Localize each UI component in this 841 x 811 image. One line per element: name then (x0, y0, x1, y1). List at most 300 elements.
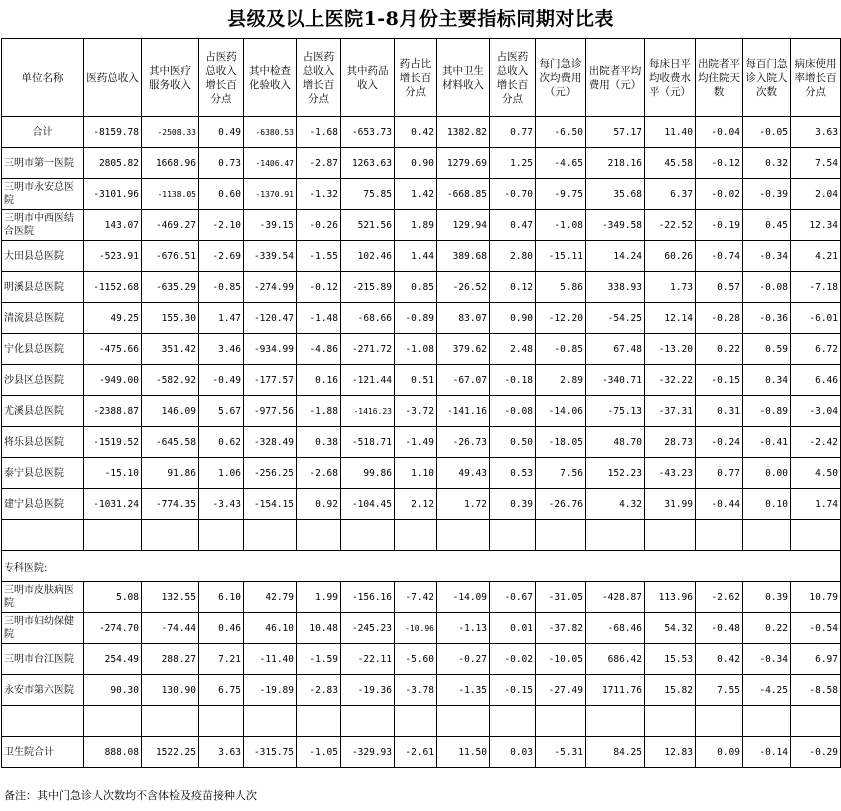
value-cell: -120.47 (244, 303, 297, 334)
value-cell: 7.54 (791, 148, 841, 179)
table-row (2, 489, 841, 520)
value-cell: -26.73 (437, 427, 490, 458)
value-cell: -6380.53 (244, 117, 297, 148)
value-cell: 0.57 (696, 272, 743, 303)
value-cell: -2508.33 (142, 117, 199, 148)
value-cell: 84.25 (586, 737, 645, 768)
empty-cell (437, 706, 490, 737)
value-cell: 0.39 (743, 582, 791, 613)
value-cell: 132.55 (142, 582, 199, 613)
empty-cell (395, 706, 437, 737)
empty-cell (297, 706, 341, 737)
value-cell: -0.15 (490, 675, 536, 706)
empty-cell (341, 520, 395, 551)
value-cell: -0.04 (696, 117, 743, 148)
column-header: 每床日平均收费水平（元） (645, 39, 696, 117)
value-cell: -10.96 (395, 613, 437, 644)
table-body (2, 39, 841, 768)
value-cell: 129.94 (437, 210, 490, 241)
value-cell: 67.48 (586, 334, 645, 365)
unit-name-cell: 明溪县总医院 (2, 272, 84, 303)
value-cell: 0.90 (490, 303, 536, 334)
unit-name-cell: 沙县区总医院 (2, 365, 84, 396)
value-cell: 2.89 (536, 365, 586, 396)
value-cell: 155.30 (142, 303, 199, 334)
value-cell: -256.25 (244, 458, 297, 489)
value-cell: -1519.52 (84, 427, 142, 458)
value-cell: 6.10 (199, 582, 244, 613)
value-cell: -54.25 (586, 303, 645, 334)
value-cell: -668.85 (437, 179, 490, 210)
value-cell: -0.41 (743, 427, 791, 458)
value-cell: -0.02 (696, 179, 743, 210)
column-header: 其中药品收入 (341, 39, 395, 117)
value-cell: -349.58 (586, 210, 645, 241)
value-cell: -271.72 (341, 334, 395, 365)
unit-name-cell: 三明市中西医结合医院 (2, 210, 84, 241)
empty-cell (2, 520, 84, 551)
value-cell: 0.85 (395, 272, 437, 303)
value-cell: -12.20 (536, 303, 586, 334)
value-cell: 288.27 (142, 644, 199, 675)
value-cell: 0.47 (490, 210, 536, 241)
value-cell: 5.67 (199, 396, 244, 427)
value-cell: -0.85 (199, 272, 244, 303)
value-cell: 0.03 (490, 737, 536, 768)
value-cell: -0.70 (490, 179, 536, 210)
value-cell: 0.46 (199, 613, 244, 644)
empty-cell (536, 520, 586, 551)
value-cell: 14.24 (586, 241, 645, 272)
value-cell: -75.13 (586, 396, 645, 427)
value-cell: 6.37 (645, 179, 696, 210)
value-cell: -245.23 (341, 613, 395, 644)
value-cell: -37.31 (645, 396, 696, 427)
value-cell: 0.92 (297, 489, 341, 520)
section-label: 专科医院: (2, 551, 841, 582)
value-cell: 1.89 (395, 210, 437, 241)
table-row (2, 396, 841, 427)
value-cell: -14.06 (536, 396, 586, 427)
empty-cell (743, 520, 791, 551)
empty-cell (696, 706, 743, 737)
value-cell: 1.73 (645, 272, 696, 303)
value-cell: -1.48 (297, 303, 341, 334)
value-cell: -1.13 (437, 613, 490, 644)
value-cell: 5.86 (536, 272, 586, 303)
unit-name-cell: 尤溪县总医院 (2, 396, 84, 427)
value-cell: -0.12 (297, 272, 341, 303)
unit-name-cell: 泰宁县总医院 (2, 458, 84, 489)
section-row (2, 551, 841, 582)
value-cell: 3.63 (199, 737, 244, 768)
value-cell: 10.48 (297, 613, 341, 644)
empty-cell (743, 706, 791, 737)
table-row (2, 334, 841, 365)
value-cell: 15.53 (645, 644, 696, 675)
value-cell: -74.44 (142, 613, 199, 644)
unit-name-cell: 永安市第六医院 (2, 675, 84, 706)
value-cell: 10.79 (791, 582, 841, 613)
empty-cell (2, 706, 84, 737)
page-title: 县级及以上医院1-8月份主要指标同期对比表 (227, 8, 614, 30)
value-cell: 90.30 (84, 675, 142, 706)
value-cell: 338.93 (586, 272, 645, 303)
value-cell: -43.23 (645, 458, 696, 489)
value-cell: -6.01 (791, 303, 841, 334)
value-cell: -0.29 (791, 737, 841, 768)
value-cell: 12.14 (645, 303, 696, 334)
value-cell: -156.16 (341, 582, 395, 613)
value-cell: 218.16 (586, 148, 645, 179)
value-cell: 4.32 (586, 489, 645, 520)
value-cell: 686.42 (586, 644, 645, 675)
value-cell: -977.56 (244, 396, 297, 427)
value-cell: -339.54 (244, 241, 297, 272)
value-cell: 60.26 (645, 241, 696, 272)
value-cell: -274.70 (84, 613, 142, 644)
value-cell: -104.45 (341, 489, 395, 520)
value-cell: -2.68 (297, 458, 341, 489)
value-cell: -2388.87 (84, 396, 142, 427)
value-cell: 91.86 (142, 458, 199, 489)
value-cell: 143.07 (84, 210, 142, 241)
column-header: 每百门急诊入院人次数 (743, 39, 791, 117)
unit-name-cell: 大田县总医院 (2, 241, 84, 272)
value-cell: 99.86 (341, 458, 395, 489)
unit-name-cell: 三明市第一医院 (2, 148, 84, 179)
value-cell: -121.44 (341, 365, 395, 396)
value-cell: 1.10 (395, 458, 437, 489)
column-header: 占医药总收入增长百分点 (199, 39, 244, 117)
value-cell: -0.08 (743, 272, 791, 303)
value-cell: -1.08 (395, 334, 437, 365)
header-row (2, 39, 841, 117)
value-cell: 113.96 (645, 582, 696, 613)
value-cell: -1152.68 (84, 272, 142, 303)
value-cell: -32.22 (645, 365, 696, 396)
value-cell: 0.09 (696, 737, 743, 768)
table-row (2, 210, 841, 241)
value-cell: -0.89 (395, 303, 437, 334)
table-row (2, 179, 841, 210)
value-cell: -8159.78 (84, 117, 142, 148)
value-cell: 49.25 (84, 303, 142, 334)
value-cell: 2805.82 (84, 148, 142, 179)
value-cell: 6.72 (791, 334, 841, 365)
value-cell: 12.34 (791, 210, 841, 241)
value-cell: -653.73 (341, 117, 395, 148)
value-cell: 3.63 (791, 117, 841, 148)
value-cell: -68.46 (586, 613, 645, 644)
empty-cell (84, 520, 142, 551)
value-cell: -8.58 (791, 675, 841, 706)
value-cell: -2.10 (199, 210, 244, 241)
value-cell: -177.57 (244, 365, 297, 396)
value-cell: 45.58 (645, 148, 696, 179)
column-header: 每门急诊次均费用（元） (536, 39, 586, 117)
value-cell: -2.69 (199, 241, 244, 272)
value-cell: 0.22 (696, 334, 743, 365)
value-cell: -0.15 (696, 365, 743, 396)
value-cell: 0.51 (395, 365, 437, 396)
empty-cell (199, 520, 244, 551)
value-cell: 1.25 (490, 148, 536, 179)
unit-name-cell: 合计 (2, 117, 84, 148)
value-cell: 11.40 (645, 117, 696, 148)
unit-name-cell: 清流县总医院 (2, 303, 84, 334)
value-cell: 0.10 (743, 489, 791, 520)
value-cell: -0.26 (297, 210, 341, 241)
value-cell: -5.31 (536, 737, 586, 768)
value-cell: -328.49 (244, 427, 297, 458)
value-cell: 351.42 (142, 334, 199, 365)
value-cell: -6.50 (536, 117, 586, 148)
value-cell: 146.09 (142, 396, 199, 427)
value-cell: 48.70 (586, 427, 645, 458)
value-cell: 2.48 (490, 334, 536, 365)
value-cell: -0.14 (743, 737, 791, 768)
value-cell: -3.43 (199, 489, 244, 520)
value-cell: -0.19 (696, 210, 743, 241)
value-cell: -774.35 (142, 489, 199, 520)
value-cell: 1.06 (199, 458, 244, 489)
value-cell: -141.16 (437, 396, 490, 427)
value-cell: 0.73 (199, 148, 244, 179)
value-cell: -154.15 (244, 489, 297, 520)
unit-name-cell: 三明市妇幼保健院 (2, 613, 84, 644)
value-cell: -329.93 (341, 737, 395, 768)
empty-cell (791, 520, 841, 551)
empty-cell (586, 520, 645, 551)
value-cell: 15.82 (645, 675, 696, 706)
value-cell: 11.50 (437, 737, 490, 768)
column-header: 其中卫生材料收入 (437, 39, 490, 117)
value-cell: -0.54 (791, 613, 841, 644)
value-cell: -15.10 (84, 458, 142, 489)
empty-cell (437, 520, 490, 551)
value-cell: -19.36 (341, 675, 395, 706)
value-cell: 31.99 (645, 489, 696, 520)
value-cell: 1279.69 (437, 148, 490, 179)
value-cell: -523.91 (84, 241, 142, 272)
value-cell: -0.39 (743, 179, 791, 210)
value-cell: -7.42 (395, 582, 437, 613)
value-cell: 4.50 (791, 458, 841, 489)
value-cell: -0.67 (490, 582, 536, 613)
value-cell: 0.62 (199, 427, 244, 458)
value-cell: 379.62 (437, 334, 490, 365)
value-cell: 0.50 (490, 427, 536, 458)
value-cell: -0.34 (743, 241, 791, 272)
value-cell: 1.74 (791, 489, 841, 520)
value-cell: -22.11 (341, 644, 395, 675)
value-cell: -1416.23 (341, 396, 395, 427)
empty-cell (696, 520, 743, 551)
value-cell: 0.77 (490, 117, 536, 148)
value-cell: -0.02 (490, 644, 536, 675)
table-row (2, 675, 841, 706)
value-cell: -0.12 (696, 148, 743, 179)
value-cell: -2.62 (696, 582, 743, 613)
value-cell: -31.05 (536, 582, 586, 613)
value-cell: -27.49 (536, 675, 586, 706)
footnote: 备注：其中门急诊人次数均不含体检及疫苗接种人次 (4, 789, 257, 802)
empty-cell (244, 706, 297, 737)
empty-cell (490, 520, 536, 551)
value-cell: -949.00 (84, 365, 142, 396)
value-cell: -0.08 (490, 396, 536, 427)
value-cell: 83.07 (437, 303, 490, 334)
value-cell: -934.99 (244, 334, 297, 365)
value-cell: 5.08 (84, 582, 142, 613)
table-row (2, 272, 841, 303)
value-cell: 0.49 (199, 117, 244, 148)
value-cell: 6.75 (199, 675, 244, 706)
value-cell: 49.43 (437, 458, 490, 489)
column-header: 占医药总收入增长百分点 (490, 39, 536, 117)
value-cell: 7.55 (696, 675, 743, 706)
value-cell: -2.42 (791, 427, 841, 458)
value-cell: -0.27 (437, 644, 490, 675)
value-cell: -26.52 (437, 272, 490, 303)
value-cell: -315.75 (244, 737, 297, 768)
value-cell: -1.88 (297, 396, 341, 427)
value-cell: 0.42 (395, 117, 437, 148)
value-cell: 1711.76 (586, 675, 645, 706)
value-cell: -10.05 (536, 644, 586, 675)
value-cell: -3.04 (791, 396, 841, 427)
value-cell: 1.42 (395, 179, 437, 210)
column-header: 出院者平均住院天数 (696, 39, 743, 117)
column-header: 其中检查化验收入 (244, 39, 297, 117)
value-cell: 7.56 (536, 458, 586, 489)
value-cell: 0.38 (297, 427, 341, 458)
value-cell: 0.34 (743, 365, 791, 396)
column-header: 单位名称 (2, 39, 84, 117)
value-cell: -2.87 (297, 148, 341, 179)
value-cell: -2.61 (395, 737, 437, 768)
value-cell: -15.11 (536, 241, 586, 272)
column-header: 其中医疗服务收入 (142, 39, 199, 117)
indicator-table (1, 38, 841, 768)
value-cell: 7.21 (199, 644, 244, 675)
empty-cell (645, 520, 696, 551)
unit-name-cell: 卫生院合计 (2, 737, 84, 768)
empty-cell (536, 706, 586, 737)
unit-name-cell: 三明市永安总医院 (2, 179, 84, 210)
value-cell: -475.66 (84, 334, 142, 365)
column-header: 药占比增长百分点 (395, 39, 437, 117)
value-cell: -1.49 (395, 427, 437, 458)
value-cell: 521.56 (341, 210, 395, 241)
value-cell: -1138.05 (142, 179, 199, 210)
value-cell: -0.34 (743, 644, 791, 675)
value-cell: 0.77 (696, 458, 743, 489)
value-cell: 1.44 (395, 241, 437, 272)
value-cell: -9.75 (536, 179, 586, 210)
value-cell: 1263.63 (341, 148, 395, 179)
empty-cell (791, 706, 841, 737)
value-cell: 2.04 (791, 179, 841, 210)
value-cell: -67.07 (437, 365, 490, 396)
value-cell: -0.18 (490, 365, 536, 396)
value-cell: 3.46 (199, 334, 244, 365)
value-cell: -2.83 (297, 675, 341, 706)
value-cell: 1.99 (297, 582, 341, 613)
table-row (2, 644, 841, 675)
value-cell: 0.45 (743, 210, 791, 241)
value-cell: -0.85 (536, 334, 586, 365)
value-cell: 2.12 (395, 489, 437, 520)
column-header: 占医药总收入增长百分点 (297, 39, 341, 117)
value-cell: 102.46 (341, 241, 395, 272)
value-cell: 130.90 (142, 675, 199, 706)
value-cell: 1.47 (199, 303, 244, 334)
value-cell: -0.89 (743, 396, 791, 427)
value-cell: -13.20 (645, 334, 696, 365)
value-cell: -7.18 (791, 272, 841, 303)
value-cell: -14.09 (437, 582, 490, 613)
empty-cell (199, 706, 244, 737)
blank-row (2, 706, 841, 737)
table-row (2, 241, 841, 272)
value-cell: -1.32 (297, 179, 341, 210)
value-cell: 57.17 (586, 117, 645, 148)
value-cell: 0.16 (297, 365, 341, 396)
empty-cell (395, 520, 437, 551)
value-cell: 0.32 (743, 148, 791, 179)
value-cell: -1.59 (297, 644, 341, 675)
value-cell: -1.35 (437, 675, 490, 706)
value-cell: -1406.47 (244, 148, 297, 179)
value-cell: 6.97 (791, 644, 841, 675)
value-cell: 0.22 (743, 613, 791, 644)
value-cell: 75.85 (341, 179, 395, 210)
value-cell: -1370.91 (244, 179, 297, 210)
value-cell: 0.53 (490, 458, 536, 489)
value-cell: -4.25 (743, 675, 791, 706)
value-cell: -645.58 (142, 427, 199, 458)
value-cell: 28.73 (645, 427, 696, 458)
unit-name-cell: 建宁县总医院 (2, 489, 84, 520)
value-cell: -274.99 (244, 272, 297, 303)
value-cell: -4.65 (536, 148, 586, 179)
value-cell: -0.74 (696, 241, 743, 272)
column-header: 医药总收入 (84, 39, 142, 117)
value-cell: -676.51 (142, 241, 199, 272)
value-cell: 0.60 (199, 179, 244, 210)
value-cell: -428.87 (586, 582, 645, 613)
value-cell: -22.52 (645, 210, 696, 241)
empty-cell (84, 706, 142, 737)
value-cell: 0.59 (743, 334, 791, 365)
value-cell: -4.86 (297, 334, 341, 365)
value-cell: -68.66 (341, 303, 395, 334)
value-cell: -0.48 (696, 613, 743, 644)
value-cell: -0.49 (199, 365, 244, 396)
empty-cell (586, 706, 645, 737)
value-cell: -0.05 (743, 117, 791, 148)
column-header: 病床使用率增长百分点 (791, 39, 841, 117)
value-cell: 1.72 (437, 489, 490, 520)
table-row (2, 148, 841, 179)
unit-name-cell: 宁化县总医院 (2, 334, 84, 365)
value-cell: 46.10 (244, 613, 297, 644)
value-cell: -1.68 (297, 117, 341, 148)
empty-cell (142, 520, 199, 551)
value-cell: -1.08 (536, 210, 586, 241)
